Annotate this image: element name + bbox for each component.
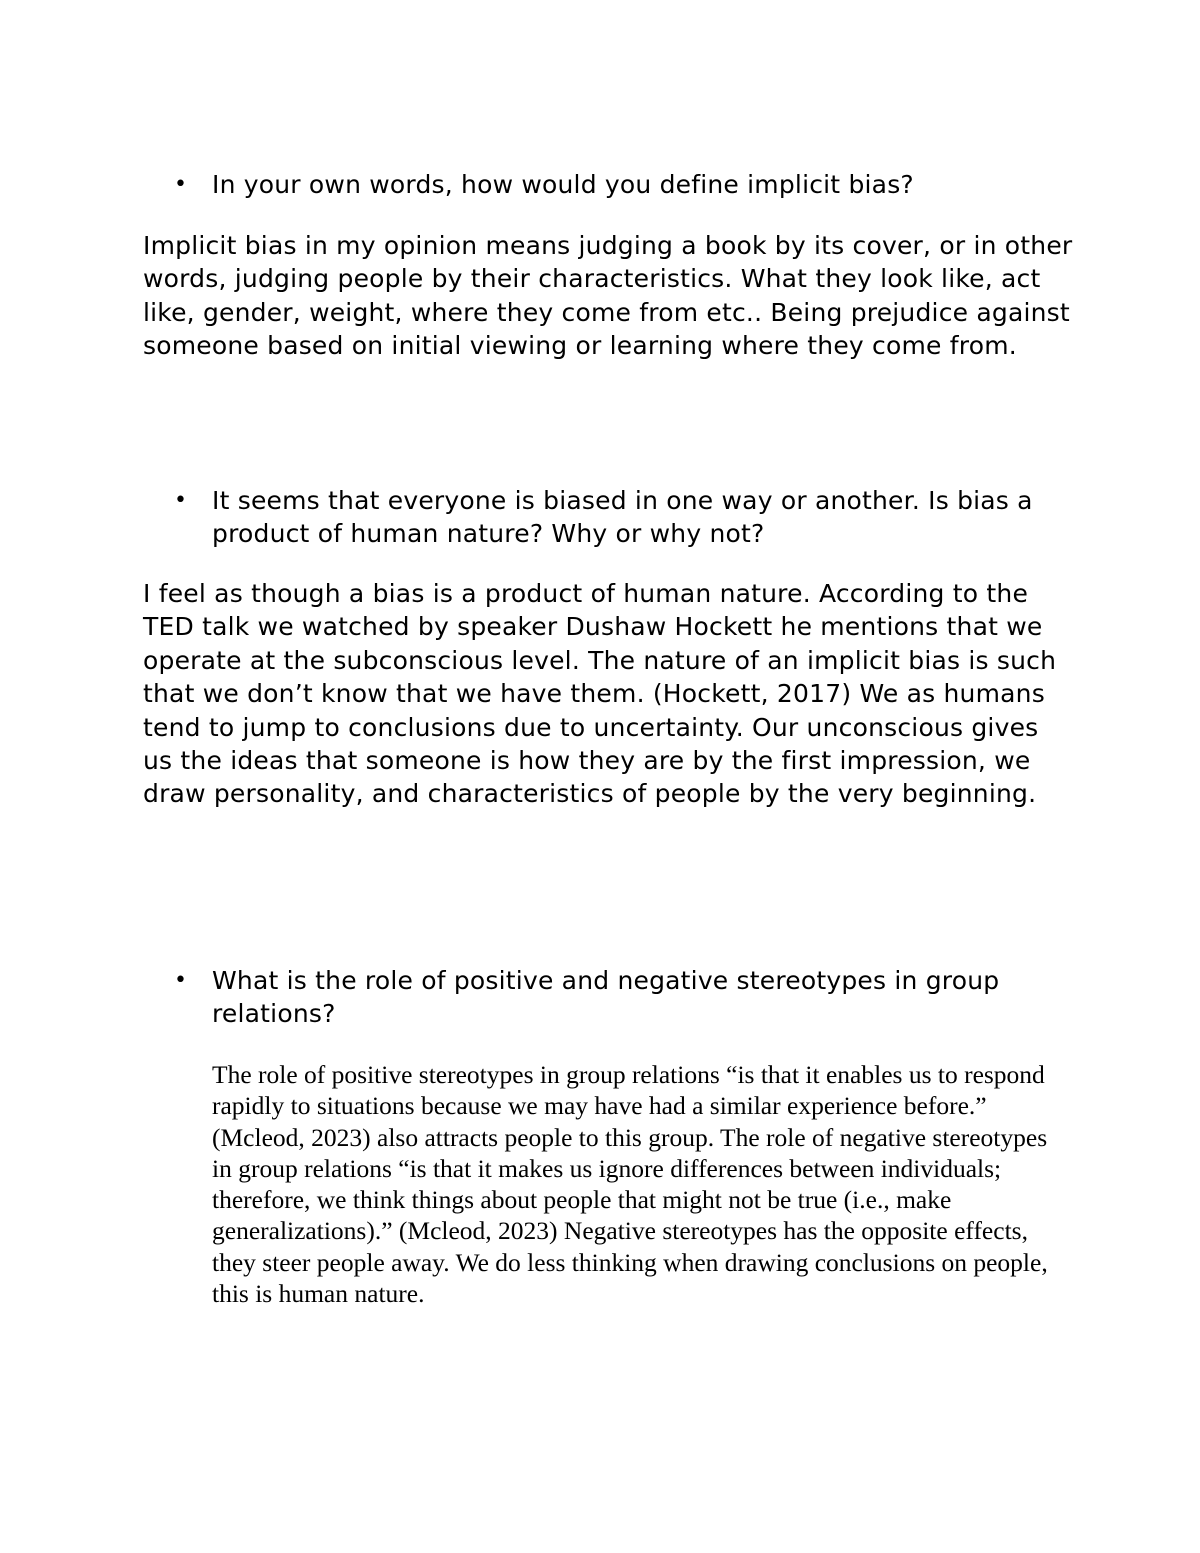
answer-1: Implicit bias in my opinion means judging a book by its cover, or in other words, judging people by their characteristics. What they look like, act like, gender, weight, where they come from etc.. Being prejudice against someone based on initial viewing or learning where they come from. — [143, 231, 1073, 361]
question-2-text: It seems that everyone is biased in one way or another. Is bias a product of human nature? Why or why not? — [212, 486, 1033, 548]
bullet-icon: • — [174, 968, 188, 993]
question-1-text: In your own words, how would you define implicit bias? — [212, 170, 914, 199]
bullet-icon: • — [174, 172, 188, 197]
answer-3: The role of positive stereotypes in group relations “is that it enables us to respond rapidly to situations because we may have had a similar experience before.” (Mcleod, 2023) also attracts people to this group. The role of negative stereotypes in group relations “is that it makes us ignore differences between individuals; therefore, we think things about people that might not be true (i.e., make generalizations).” (Mcleod, 2023) Negative stereotypes has the opposite effects, they steer people away. We do less thinking when drawing conclusions on people, this is human nature. — [212, 1060, 1048, 1309]
question-3-text: What is the role of positive and negative stereotypes in group relations? — [212, 966, 1000, 1028]
bullet-icon: • — [174, 488, 188, 513]
answer-2: I feel as though a bias is a product of human nature. According to the TED talk we watched by speaker Dushaw Hockett he mentions that we operate at the subconscious level. The nature of an implicit bias is such that we don’t know that we have them. (Hockett, 2017) We as humans tend to jump to conclusions due to uncertainty. Our unconscious gives us the ideas that someone is how they are by the first impression, we draw personality, and characteristics of people by the very beginning. — [143, 579, 1057, 809]
